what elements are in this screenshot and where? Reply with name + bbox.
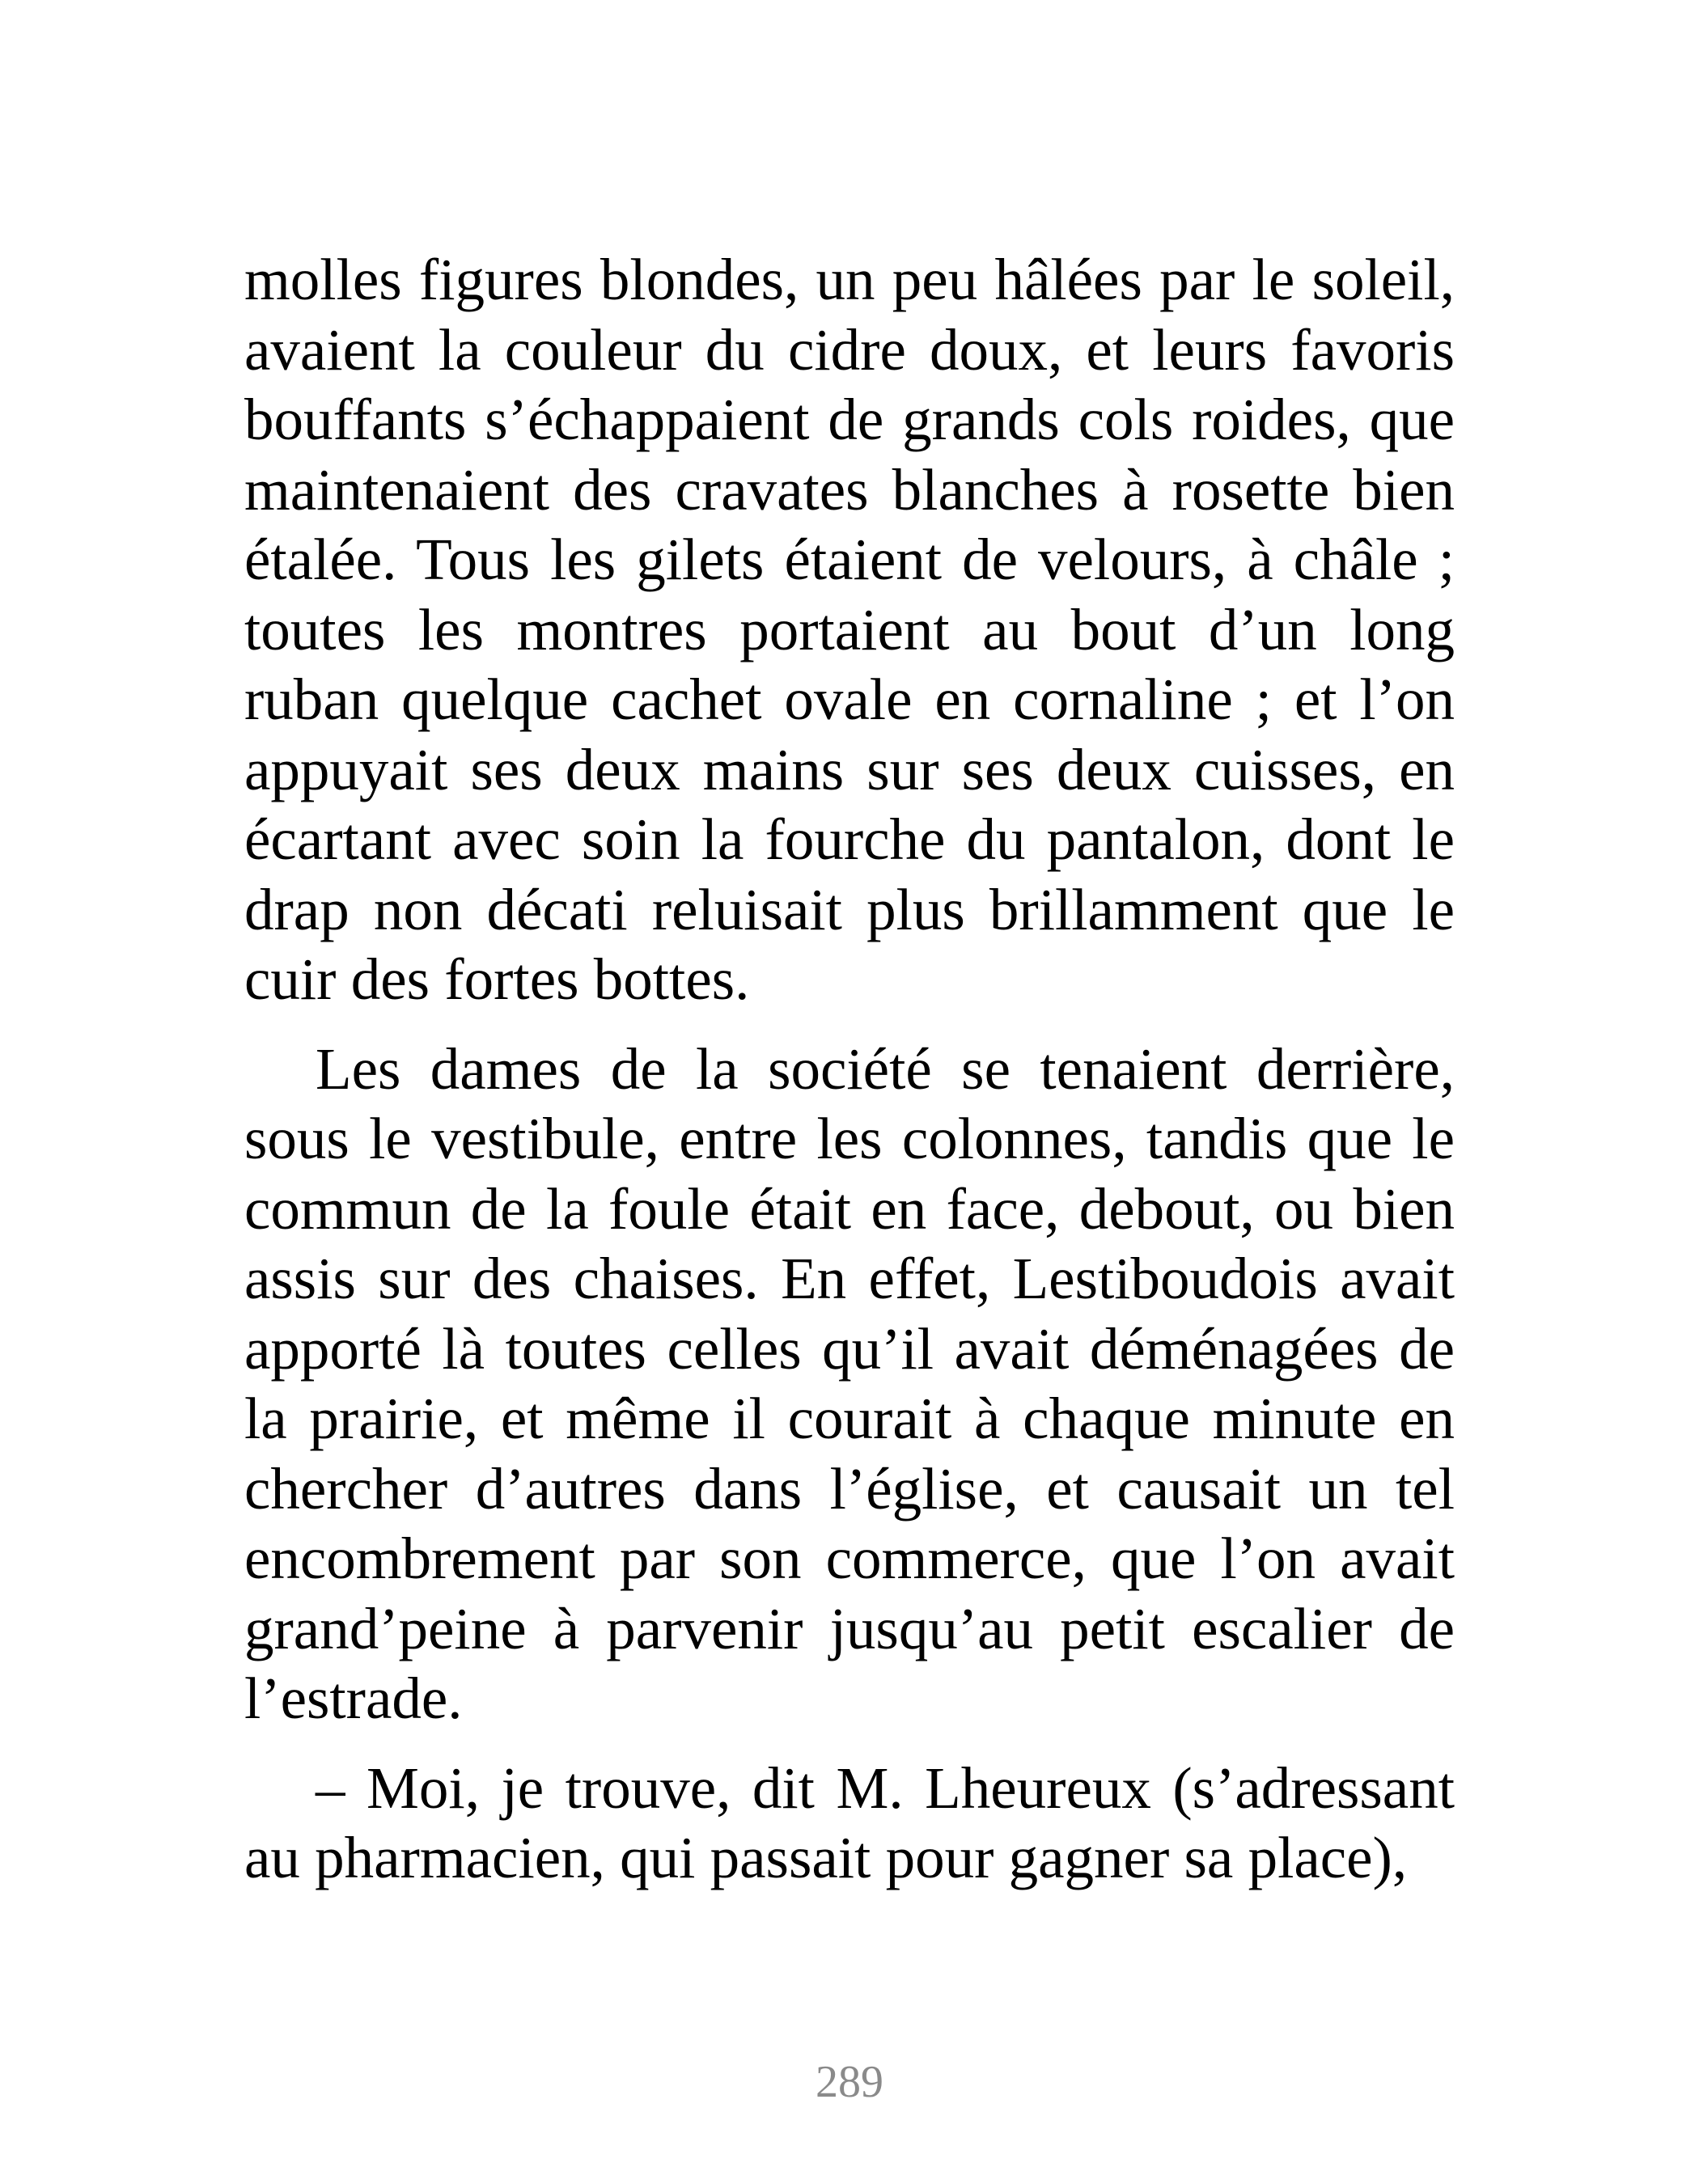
paragraph-3: – Moi, je trouve, dit M. Lheureux (s’adressant au pharmacien, qui passait pour gagner sa place),: [244, 1754, 1455, 1890]
page-body-text: [244, 245, 1455, 1894]
paragraph-1: molles figures blondes, un peu hâlées par le soleil, avaient la couleur du cidre doux, et leurs favoris bouffants s’échappaient de grands cols roides, que maintenaient des cravates blanches à rosette bien étalée. Tous les gilets étaient de velours, à châle ; toutes les montres portaient au bout d’un long ruban quelque cachet ovale en cornaline ; et l’on appuyait ses deux mains sur ses deux cuisses, en écartant avec soin la fourche du pantalon, dont le drap non décati reluisait plus brillamment que le cuir des fortes bottes.: [244, 247, 1455, 1012]
page-number: 289: [816, 2057, 883, 2107]
paragraph-2: Les dames de la société se tenaient derrière, sous le vestibule, entre les colonnes, tandis que le commun de la foule était en face, debout, ou bien assis sur des chaises. En effet, Lestiboudois avait apporté là toutes celles qu’il avait déménagées de la prairie, et même il courait à chaque minute en chercher d’autres dans l’église, et causait un tel encombrement par son commerce, que l’on avait grand’peine à parvenir jusqu’au petit escalier de l’estrade.: [244, 1035, 1455, 1731]
